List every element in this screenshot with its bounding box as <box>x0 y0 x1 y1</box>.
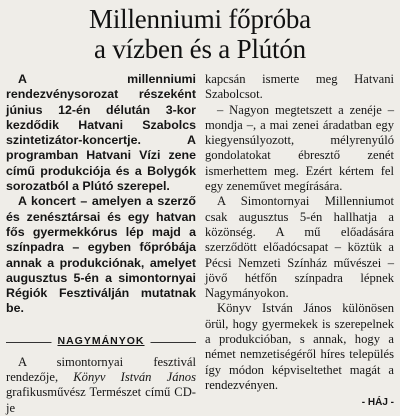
body-paragraph-1-suffix: grafikusművész Természet című CD-je <box>6 385 196 415</box>
lead-paragraphs <box>6 72 196 317</box>
section-label: NAGYMÁNYOK <box>51 334 150 349</box>
article-headline <box>0 4 400 64</box>
lead-paragraph-2: A koncert – amelyen a szerző és zenésztársai és egy hatvan fős gyermekkórus lép majd a színpadra – egyben főpróbája annak a produkciónak, amelyet augusztus 5-én a simontornyai Régiók Fesztiválján mutatnak be. <box>6 194 196 316</box>
right-paragraph-3: Könyv István János különösen örül, hogy gyermekek is szerepelnek a produkcióban, s annak, hogy a német nemzetiségéről híres település így módon képviseltethet magát a rendezvényen. <box>205 301 394 392</box>
right-column <box>205 72 394 411</box>
author-signature: - HÁJ - <box>361 397 394 409</box>
headline-line-2: a vízben és a Plútón <box>94 34 306 64</box>
section-divider <box>6 331 196 355</box>
headline-line-1: Millenniumi főpróba <box>89 4 311 34</box>
body-text <box>6 355 196 416</box>
left-column <box>6 72 196 416</box>
right-paragraph-2: A Simontornyai Millenniumot csak augusztus 5-én hallhatja a közönség. A mű előadására szerződött előadócsapat – köztük a Pécsi Nemzeti Színház művészei – jövő hétfőn színpadra lépnek Nagymányokon. <box>205 194 394 301</box>
body-paragraph-1-prefix: A simontornyai fesztivál rendezője, <box>6 354 196 385</box>
lead-paragraph-1: A millenniumi rendezvénysorozat részeként június 12-én délután 3-kor kezdődik Hatvani Szabolcs szintetizátor-koncertje. A programban Hatvani Vízi zene című produkciója és a Bolygók sorozatból a Plútó szerepel. <box>6 72 196 194</box>
right-paragraph-1: – Nagyon megtetszett a zenéje – mondja –, a mai zenei áradatban egy kiegyensúlyozott, mélyrenyúló gondolatokat ébresztő zenét ismerhettem meg. Ezért kértem fel egy zeneművet megírására. <box>205 102 394 194</box>
body-paragraph-1 <box>6 355 196 416</box>
right-paragraph-0: kapcsán ismerte meg Hatvani Szabolcsot. <box>205 72 394 102</box>
author-name: Könyv István János <box>73 370 196 385</box>
